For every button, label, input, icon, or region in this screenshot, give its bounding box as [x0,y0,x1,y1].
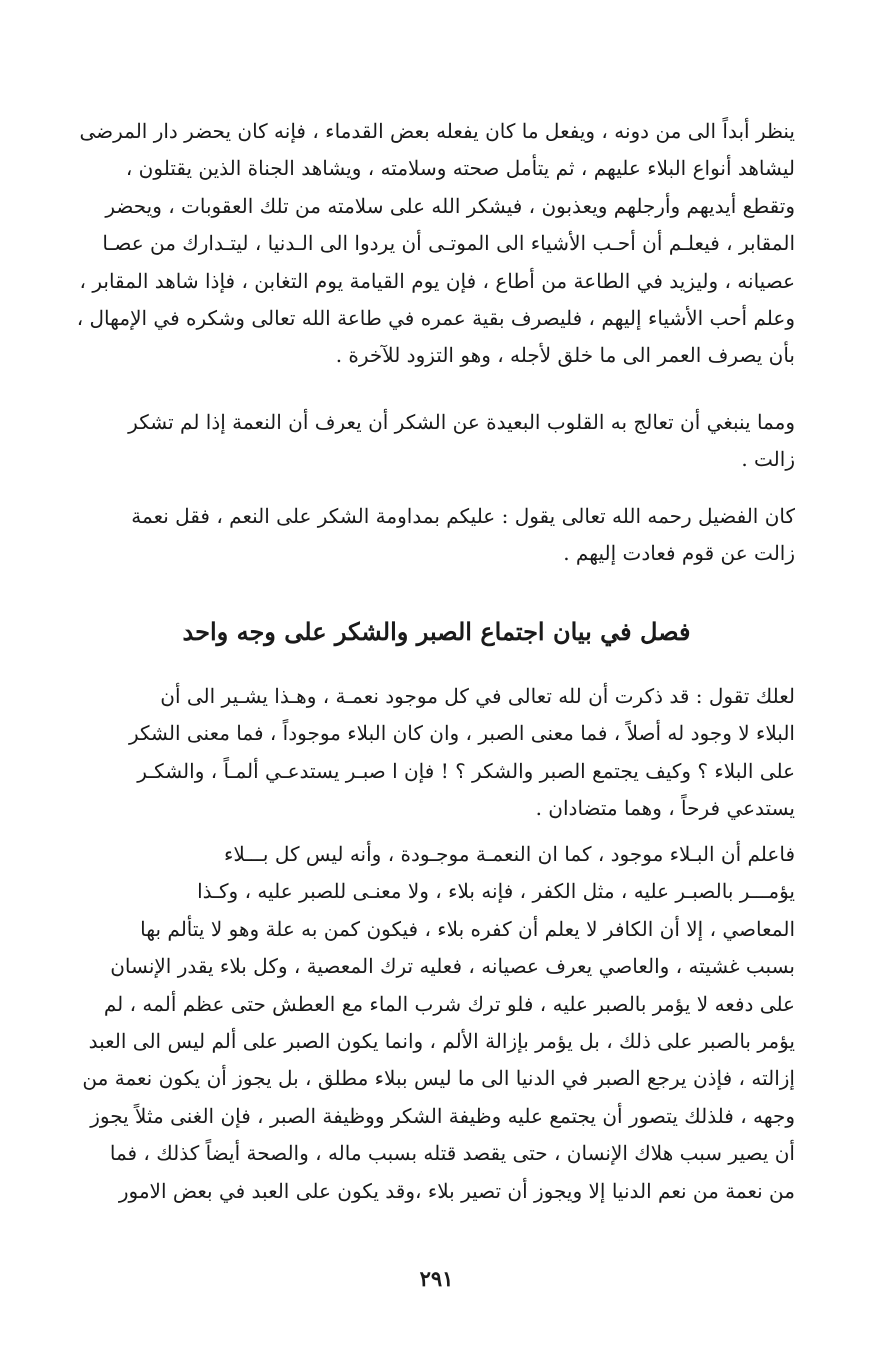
text-line: على البلاء ؟ وكيف يجتمع الصبر والشكر ؟ ! فإن ا صبـر يستدعـي ألمـاً ، والشكـر [137,758,795,783]
text-line: يؤمر بالصبر على ذلك ، بل يؤمر بإزالة الألم ، وانما يكون الصبر على ألم ليس الى العبد [88,1028,795,1053]
paragraph-2 [59,404,795,479]
page-number: ٢٩١ [419,1266,454,1291]
text-line: المعاصي ، إلا أن الكافر لا يعلم أن كفره بلاء ، فيكون كمن به علة وهو لا يتألم بها [140,916,795,941]
text-line: وتقطع أيديهم وأرجلهم ويعذبون ، فيشكر الله على سلامته من تلك العقوبات ، ويحضر [105,193,795,218]
text-line: يؤمـــر بالصبـر عليه ، مثل الكفر ، فإنه بلاء ، ولا معنـى للصبر عليه ، وكـذا [197,879,795,904]
text-line: من نعمة من نعم الدنيا إلا ويجوز أن تصير بلاء ،وقد يكون على العبد في بعض الامور [118,1178,795,1203]
text-line: البلاء لا وجود له أصلاً ، فما معنى الصبر ، وان كان البلاء موجوداً ، فما معنى الشكر [128,721,795,746]
paragraph-4 [59,678,795,828]
paragraph-5 [59,836,795,1210]
text-line: وجهه ، فلذلك يتصور أن يجتمع عليه وظيفة الشكر ووظيفة الصبر ، فإن الغنى مثلاً يجوز [90,1103,795,1128]
text-line: فاعلم أن البـلاء موجود ، كما ان النعمـة موجـودة ، وأنه ليس كل بـــلاء [223,842,795,866]
text-line: ينظر أبداً الى من دونه ، ويفعل ما كان يفعله بعض القدماء ، فإنه كان يحضر دار المرضى [79,119,795,143]
text-line: عصيانه ، وليزيد في الطاعة من أطاع ، فإن يوم القيامة يوم التغابن ، فإذا شاهد المقابر ، [79,268,795,293]
text-line: المقابر ، فيعلـم أن أحـب الأشياء الى الموتـى أن يردوا الى الـدنيا ، ليتـدارك من عصـا [102,231,795,256]
paragraph-1 [59,113,795,375]
text-line: على دفعه لا يؤمر بالصبر عليه ، فلو ترك شرب الماء مع العطش حتى عظم ألمه ، لم [103,991,795,1016]
text-line: يستدعي فرحاً ، وهما متضادان . [535,796,795,821]
text-line: لعلك تقول : قد ذكرت أن لله تعالى في كل موجود نعمـة ، وهـذا يشـير الى أن [160,684,795,708]
text-line: أن يصير سبب هلاك الإنسان ، حتى يقصد قتله بسبب ماله ، والصحة أيضاً كذلك ، فما [109,1141,795,1166]
text-line: زالت عن قوم فعادت إليهم . [563,541,795,566]
text-line: وعلم أحب الأشياء إليهم ، فليصرف بقية عمره في طاعة الله تعالى وشكره في الإمهال ، [76,305,795,330]
text-line: ومما ينبغي أن تعالج به القلوب البعيدة عن الشكر أن يعرف أن النعمة إذا لم تشكر [128,410,795,434]
text-line: بسبب غشيته ، والعاصي يعرف عصيانه ، فعليه ترك المعصية ، وكل بلاء يقدر الإنسان [110,954,795,979]
text-line: إزالته ، فإذن يرجع الصبر في الدنيا الى ما ليس ببلاء مطلق ، بل يجوز أن يكون نعمة من [82,1066,795,1091]
text-line: زالت . [741,447,795,472]
text-line: كان الفضيل رحمه الله تعالى يقول : عليكم بمداومة الشكر على النعم ، فقل نعمة [131,504,795,528]
paragraph-3 [59,498,795,573]
text-line: ليشاهد أنواع البلاء عليهم ، ثم يتأمل صحته وسلامته ، ويشاهد الجناة الذين يقتلون ، [125,156,795,181]
section-heading: فصل في بيان اجتماع الصبر والشكر على وجه واحد [182,617,691,646]
text-line: بأن يصرف العمر الى ما خلق لأجله ، وهو التزود للآخرة . [335,343,795,368]
